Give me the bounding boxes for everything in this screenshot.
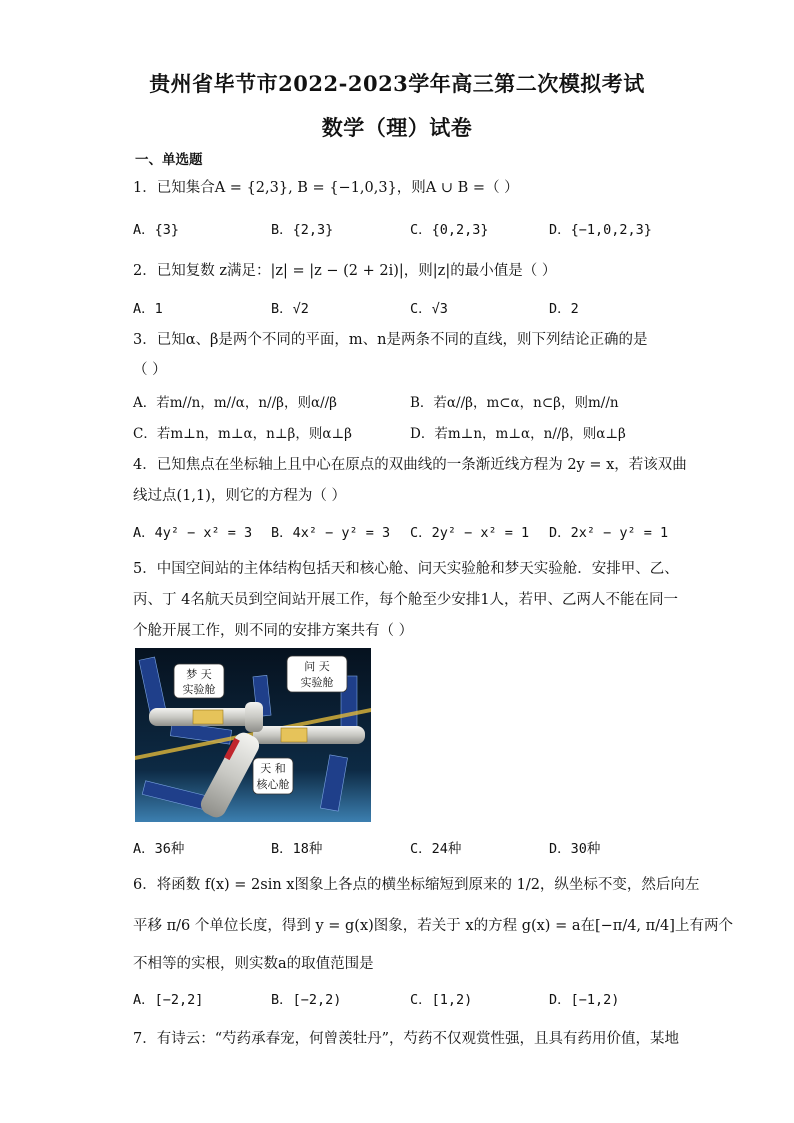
question-6-option-d: D．[−1,2) [549, 992, 620, 1008]
question-6-stem-line-2: 平移 π/6 个单位长度，得到 y = g(x)图象，若关于 x的方程 g(x) = a在[−π/4, π/4]上有两个 [133, 918, 733, 934]
question-6-stem: 6．将函数 f(x) = 2sin x图象上各点的横坐标缩短到原来的 1/2，纵坐标不变，然后向左 [133, 877, 700, 893]
question-4-option-d: D．2x² − y² = 1 [549, 525, 669, 541]
question-2-stem: 2．已知复数 z满足：|z| = |z − (2 + 2i)|，则|z|的最小值是（ ） [133, 263, 557, 279]
question-2-option-c: C．√3 [410, 301, 448, 317]
question-6-option-a: A．[−2,2] [133, 992, 204, 1008]
question-7-stem: 7．有诗云：“芍药承春宠，何曾羡牡丹”，芍药不仅观赏性强，且具有药用价值，某地 [133, 1031, 680, 1047]
question-6-option-c: C．[1,2) [410, 992, 473, 1008]
question-1-option-a: A．{3} [133, 222, 180, 238]
question-5-stem-line-2: 丙、丁 4名航天员到空间站开展工作，每个舱至少安排1人，若甲、乙两人不能在同一 [133, 592, 679, 608]
question-1-option-c: C．{0,2,3} [410, 222, 489, 238]
question-6-stem-line-3: 不相等的实根，则实数a的取值范围是 [133, 956, 374, 972]
question-3-option-c: C．若m⊥n，m⊥α，n⊥β，则α⊥β [133, 426, 352, 442]
question-4-option-a: A．4y² − x² = 3 [133, 525, 253, 541]
question-4-option-b: B．4x² − y² = 3 [271, 525, 391, 541]
label-wentian-1: 问 天 [304, 660, 330, 673]
space-station-photo [135, 648, 371, 822]
exam-subtitle: 数学（理）试卷 [321, 115, 473, 140]
question-4-stem: 4．已知焦点在坐标轴上且中心在原点的双曲线的一条渐近线方程为 2y = x，若该双曲 [133, 457, 687, 473]
question-1-stem: 1．已知集合A = {2,3}, B = {−1,0,3}，则A ∪ B =（ ） [133, 180, 519, 196]
question-5-stem: 5．中国空间站的主体结构包括天和核心舱、问天实验舱和梦天实验舱．安排甲、乙、 [133, 561, 679, 577]
question-4-option-c: C．2y² − x² = 1 [410, 525, 530, 541]
label-wentian-2: 实验舱 [300, 676, 334, 689]
question-3-option-a: A．若m//n，m//α，n//β，则α//β [133, 395, 337, 411]
question-5-option-b: B．18种 [271, 841, 323, 857]
section-heading: 一、单选题 [135, 152, 203, 168]
question-1-option-b: B．{2,3} [271, 222, 334, 238]
question-3-option-d: D．若m⊥n，m⊥α，n//β，则α⊥β [410, 426, 626, 442]
question-5-option-d: D．30种 [549, 841, 601, 857]
question-3-stem-line-2: （ ） [133, 362, 167, 378]
question-5-option-a: A．36种 [133, 841, 185, 857]
question-2-option-b: B．√2 [271, 301, 309, 317]
question-5-option-c: C．24种 [410, 841, 462, 857]
question-3-option-b: B．若α//β，m⊂α，n⊂β，则m//n [410, 395, 619, 411]
label-tianhe-1: 天 和 [260, 762, 286, 775]
question-6-option-b: B．[−2,2) [271, 992, 342, 1008]
label-mengtian-1: 梦 天 [186, 668, 212, 681]
exam-title: 贵州省毕节市2022-2023学年高三第二次模拟考试 [149, 71, 645, 96]
question-1-option-d: D．{−1,0,2,3} [549, 222, 652, 238]
question-2-option-d: D．2 [549, 301, 579, 317]
question-5-stem-line-3: 个舱开展工作，则不同的安排方案共有（ ） [133, 623, 414, 639]
question-2-option-a: A．1 [133, 301, 163, 317]
label-mengtian-2: 实验舱 [182, 683, 216, 696]
question-4-stem-line-2: 线过点(1,1)，则它的方程为（ ） [133, 488, 346, 504]
question-3-stem: 3．已知α、β是两个不同的平面，m、n是两条不同的直线，则下列结论正确的是 [133, 332, 648, 348]
label-tianhe-2: 核心舱 [256, 778, 290, 791]
